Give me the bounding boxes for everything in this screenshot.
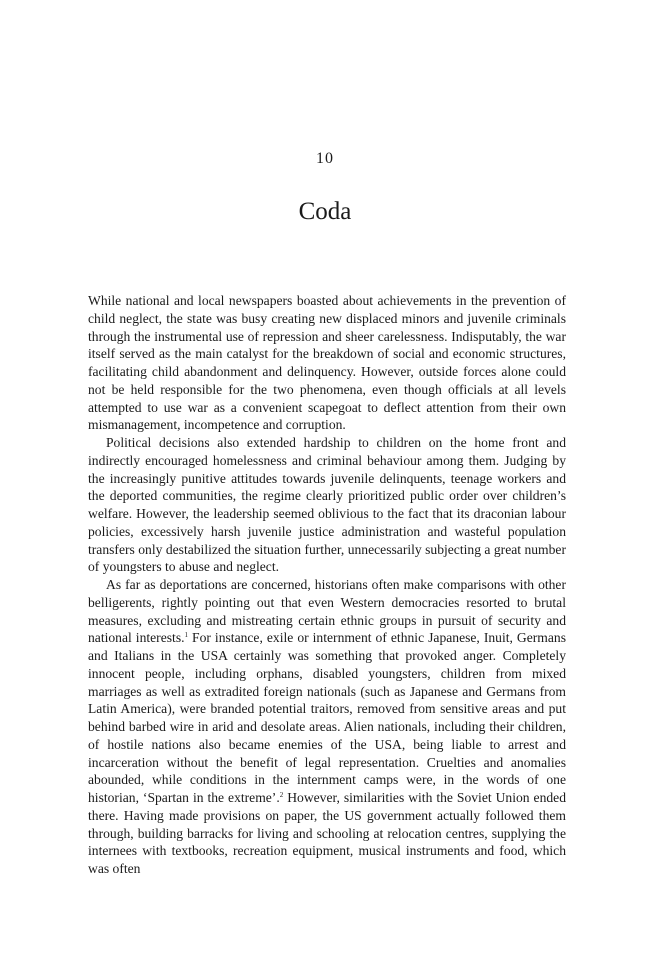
text-run: For instance, exile or internment of ethnic Japanese, Inuit, Germans and Italians in the USA certainly was something that provoked anger. Completely innocent people, including orphans, disabled youngsters, children from mixed marriages as well as extradited foreign nationals (such as Japanese and Germans from Latin America), were branded potential traitors, removed from sensitive areas and put behind barbed wire in arid and desolate areas. Alien nationals, including their children, of hostile nations also became enemies of the USA, being liable to arrest and incarceration without the benefit of legal representation. Cruelties and anomalies abounded, while conditions in the internment camps were, in the words of one historian, ‘Spartan in the extreme’.: [88, 630, 567, 805]
text-run: While national and local newspapers boasted about achievements in the prevention of child neglect, the state was busy creating new displaced minors and juvenile criminals through the instrumental use of repression and sheer carelessness. Indisputably, the war itself served as the main catalyst for the breakdown of social and economic structures, facilitating child abandonment and delinquency. However, outside forces alone could not be held responsible for the two phenomena, even though officials at all levels attempted to use war as a convenient scapegoat to deflect attention from their own mismanagement, incompetence and corruption.: [88, 293, 566, 433]
footnote-marker-2[interactable]: 2: [279, 791, 284, 799]
text-run: Political decisions also extended hardship to children on the home front and indirectly encouraged homelessness and criminal behaviour among them. Judging by the increasingly punitive attitudes towards juvenile delinquents, teenage workers and the deported communities, the regime clearly prioritized public order over children’s welfare. However, the leadership seemed oblivious to the fact that its draconian labour policies, excessively harsh juvenile justice administration and wasteful population transfers only destabilized the situation further, unnecessarily subjecting a great number of youngsters to abuse and neglect.: [88, 435, 566, 575]
chapter-title: Coda: [298, 198, 352, 225]
body-text: [88, 292, 566, 878]
footnote-marker-1[interactable]: 1: [184, 631, 189, 640]
paragraph-1: [88, 292, 566, 434]
text-run: However, similarities with the Soviet Union ended there. Having made provisions on paper, the US government actually followed them through, building barracks for living and schooling at relocation centres, supplying the internees with textbooks, recreation equipment, musical instruments and food, which was often: [88, 790, 566, 876]
paragraph-3: [88, 576, 566, 878]
chapter-number: 10: [316, 150, 334, 167]
paragraph-2: [88, 434, 566, 576]
text-run: As far as deportations are concerned, historians often make comparisons with other belligerents, rightly pointing out that even Western democracies resorted to brutal measures, excluding and mistreating certain ethnic groups in pursuit of security and national interests.: [88, 577, 566, 646]
